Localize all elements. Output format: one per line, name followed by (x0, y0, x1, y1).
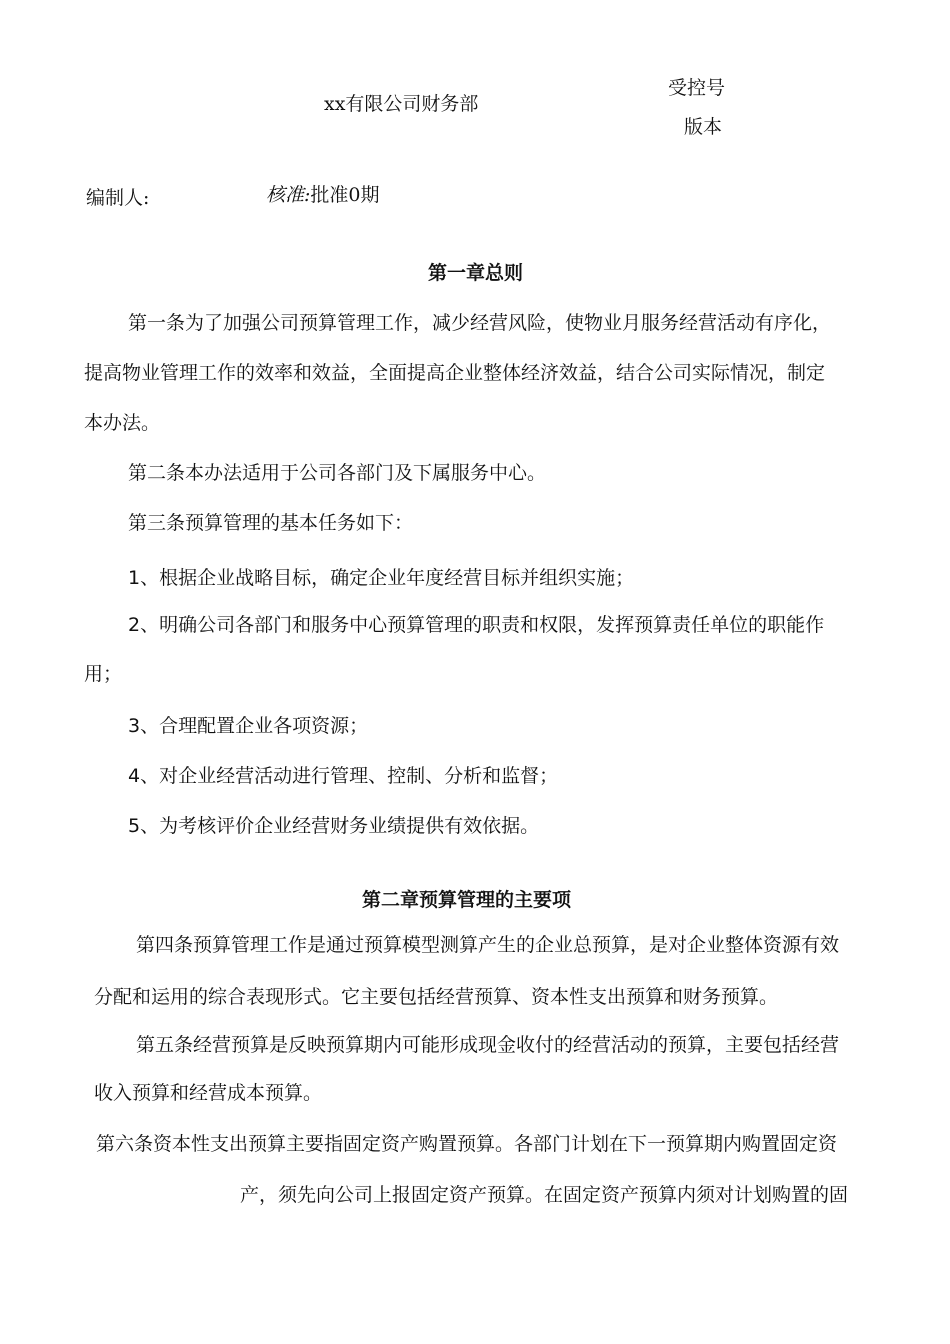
review-label: 核准: (266, 184, 311, 206)
review-approve-line (266, 180, 380, 207)
list-item-continuation: 用； (84, 663, 123, 685)
list-item: 2、明确公司各部门和服务中心预算管理的职责和权限，发挥预算责任单位的职能作 (128, 614, 825, 636)
paragraph-line: 第三条预算管理的基本任务如下： (128, 512, 414, 534)
version-label: 版本 (684, 116, 723, 138)
author-label: 编制人: (86, 187, 150, 209)
paragraph-line: 第四条预算管理工作是通过预算模型测算产生的企业总预算，是对企业整体资源有效 (136, 934, 840, 956)
paragraph-line: 第二条本办法适用于公司各部门及下属服务中心。 (128, 462, 547, 484)
list-item: 3、合理配置企业各项资源； (128, 715, 369, 737)
approve-date-label: 批准0期 (310, 184, 380, 206)
paragraph-line: 第五条经营预算是反映预算期内可能形成现金收付的经营活动的预算，主要包括经营 (136, 1034, 840, 1056)
paragraph-line: 本办法。 (84, 412, 161, 434)
chapter-1-title: 第一章总则 (428, 262, 524, 284)
chapter-2-title: 第二章预算管理的主要项 (362, 889, 572, 911)
paragraph-line: 提高物业管理工作的效率和效益，全面提高企业整体经济效益，结合公司实际情况，制定 (84, 362, 826, 384)
company-department: xx有限公司财务部 (324, 93, 479, 115)
list-item: 5、为考核评价企业经营财务业绩提供有效依据。 (128, 815, 540, 837)
paragraph-line: 第一条为了加强公司预算管理工作，减少经营风险，使物业月服务经营活动有序化， (128, 312, 832, 334)
control-number-label: 受控号 (668, 77, 726, 99)
list-item: 4、对企业经营活动进行管理、控制、分析和监督； (128, 765, 559, 787)
paragraph-line: 收入预算和经营成本预算。 (94, 1082, 323, 1104)
list-item: 1、根据企业战略目标，确定企业年度经营目标并组织实施； (128, 567, 635, 589)
paragraph-line: 分配和运用的综合表现形式。它主要包括经营预算、资本性支出预算和财务预算。 (94, 986, 779, 1008)
paragraph-line: 产，须先向公司上报固定资产预算。在固定资产预算内须对计划购置的固 (240, 1184, 849, 1206)
paragraph-line: 第六条资本性支出预算主要指固定资产购置预算。各部门计划在下一预算期内购置固定资 (96, 1133, 838, 1155)
